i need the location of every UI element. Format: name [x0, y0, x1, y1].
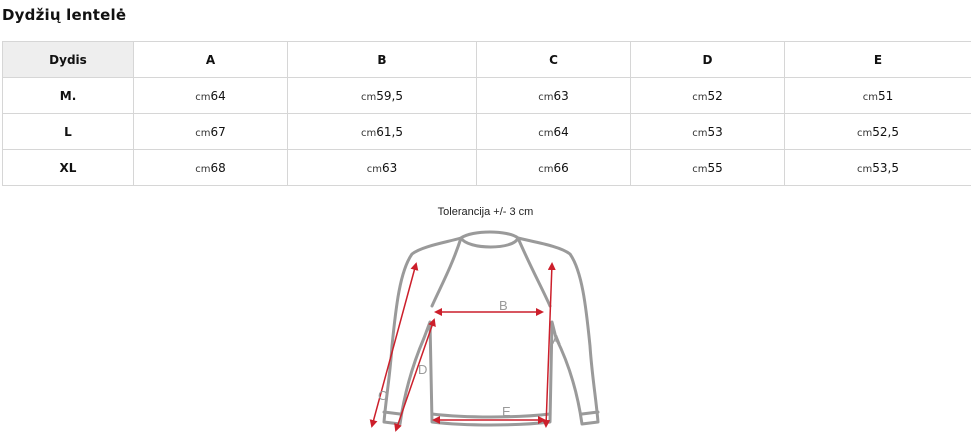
arrow-d — [396, 320, 434, 430]
label-e: E — [502, 404, 511, 419]
hem-band — [432, 414, 550, 417]
header-row — [3, 42, 971, 78]
unit-label: cm — [857, 163, 873, 175]
left-cuff — [384, 412, 400, 414]
table-cell — [477, 150, 631, 186]
tolerance-note: Tolerancija +/- 3 cm — [437, 206, 534, 218]
unit-label: cm — [692, 127, 708, 139]
size-table — [2, 41, 971, 186]
cell-value: 67 — [210, 124, 226, 139]
column-header-c: C — [477, 42, 631, 78]
cell-value: 64 — [553, 124, 569, 139]
unit-label: cm — [538, 163, 554, 175]
sweater-outline — [384, 232, 598, 425]
size-label: XL — [3, 150, 134, 186]
right-cuff — [582, 412, 598, 414]
table-cell — [134, 114, 288, 150]
collar-shape — [461, 232, 518, 247]
table-row — [3, 114, 971, 150]
table-row — [3, 78, 971, 114]
cell-value: 68 — [210, 160, 226, 175]
unit-label: cm — [195, 91, 211, 103]
cell-value: 59,5 — [376, 88, 403, 103]
cell-value: 52,5 — [872, 124, 899, 139]
right-raglan-seam — [518, 238, 550, 306]
cell-value: 66 — [553, 160, 569, 175]
table-cell — [631, 78, 785, 114]
cell-value: 52 — [707, 88, 723, 103]
sweater-measurement-diagram — [356, 226, 626, 440]
table-cell — [134, 78, 288, 114]
cell-value: 53,5 — [872, 160, 899, 175]
table-cell — [631, 114, 785, 150]
label-d: D — [418, 362, 428, 377]
unit-label: cm — [692, 163, 708, 175]
cell-value: 55 — [707, 160, 723, 175]
size-label: M. — [3, 78, 134, 114]
table-cell — [134, 150, 288, 186]
left-raglan-seam — [432, 238, 461, 306]
table-cell — [477, 78, 631, 114]
table-cell — [477, 114, 631, 150]
column-header-d: D — [631, 42, 785, 78]
unit-label: cm — [862, 91, 878, 103]
cell-value: 63 — [553, 88, 569, 103]
unit-label: cm — [857, 127, 873, 139]
table-cell — [631, 150, 785, 186]
page-title: Dydžių lentelė — [2, 6, 127, 24]
unit-label: cm — [195, 127, 211, 139]
label-b: B — [499, 298, 508, 313]
unit-label: cm — [361, 91, 377, 103]
column-header-size: Dydis — [3, 42, 134, 78]
table-cell — [288, 78, 477, 114]
unit-label: cm — [366, 163, 382, 175]
table-cell — [288, 114, 477, 150]
table-cell — [288, 150, 477, 186]
cell-value: 64 — [210, 88, 226, 103]
table-row — [3, 150, 971, 186]
cell-value: 63 — [381, 160, 398, 175]
cell-value: 51 — [877, 88, 894, 103]
label-c: C — [378, 388, 388, 403]
unit-label: cm — [361, 127, 377, 139]
column-header-e: E — [785, 42, 971, 78]
unit-label: cm — [538, 127, 554, 139]
column-header-b: B — [288, 42, 477, 78]
label-a: A — [552, 332, 561, 347]
table-cell — [785, 114, 971, 150]
cell-value: 53 — [707, 124, 723, 139]
unit-label: cm — [692, 91, 708, 103]
unit-label: cm — [195, 163, 211, 175]
column-header-a: A — [134, 42, 288, 78]
unit-label: cm — [538, 91, 554, 103]
cell-value: 61,5 — [376, 124, 403, 139]
table-cell — [785, 150, 971, 186]
size-label: L — [3, 114, 134, 150]
table-cell — [785, 78, 971, 114]
